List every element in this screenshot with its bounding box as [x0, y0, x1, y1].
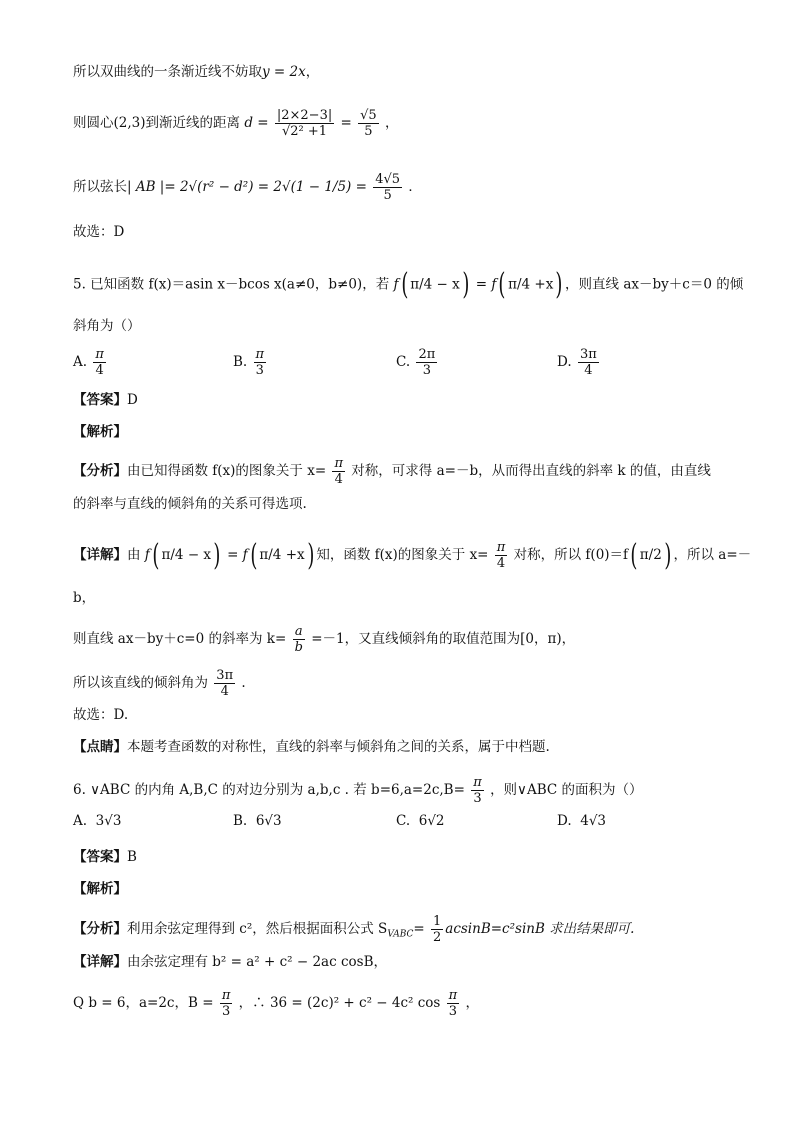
q5-fenxi-cont: 的斜率与直线的倾斜角的关系可得选项.: [73, 496, 307, 512]
q5-xiangjie: 【详解】由 f( π/4 − x) = f( π/4 +x) 知，函数 f(x)的图象关于 x= $\frac{\pi}{4}$ 对称，所以 f(0)＝f( π/2) ，所以 a=－: [73, 537, 752, 573]
q6-analysis-heading: 【解析】: [73, 881, 127, 897]
line-distance: 则圆心(2,3)到渐近线的距离 d = $\frac{|2\times 2-3|}{\text{√2² +1}}$ = $\frac{√5}{5}$ ，: [73, 108, 399, 139]
q5-option-a: A. $\frac{\pi}{4}$: [73, 347, 104, 378]
q5-stem: 5. 已知函数 f(x)＝asin x－bcos x(a≠0，b≠0)，若 f( π/4 − x) = f( π/4 +x) ，则直线 ax－by＋c＝0 的倾: [73, 267, 744, 302]
q5-fenxi: 【分析】由已知得函数 f(x)的图象关于 x= $\frac{\pi}{4}$ 对称，可求得 a=－b，从而得出直线的斜率 k 的值，由直线: [73, 456, 711, 487]
q6-option-d: D. 4√3: [557, 813, 607, 829]
q6-stem: 6. ∨ABC 的内角 A,B,C 的对边分别为 a,b,c . 若 b=6,a=2c,B= $\frac{\pi}{3}$ ，则∨ABC 的面积为（）: [73, 775, 643, 806]
q5-dianjing: 【点睛】本题考查函数的对称性，直线的斜率与倾斜角之间的关系，属于中档题.: [73, 739, 550, 755]
q5-answer: 【答案】D: [73, 392, 138, 408]
q5-option-c: C. $\frac{2\pi}{3}$: [396, 347, 436, 378]
q6-option-b: B. 6√3: [233, 813, 282, 829]
distance-result-fraction: $\frac{√5}{5}$: [360, 108, 377, 139]
chord-result-fraction: $\frac{4√5}{5}$: [375, 172, 401, 203]
q5-analysis-heading: 【解析】: [73, 424, 127, 440]
q6-xiangjie-b: Q b = 6，a=2c，B = $\frac{\pi}{3}$ ，∴ 36 = (2c)² + c² − 4c² cos $\frac{\pi}{3}$ ，: [73, 988, 480, 1019]
q5-stem-cont: 斜角为（）: [73, 318, 141, 334]
asymptote-equation: y = 2x: [262, 64, 306, 80]
line-asymptote: 所以双曲线的一条渐近线不妨取y = 2x，: [73, 64, 320, 80]
line-choose-d: 故选：D: [73, 224, 125, 240]
q5-option-b: B. $\frac{\pi}{3}$: [233, 347, 265, 378]
q5-option-d: D. $\frac{3\pi}{4}$: [557, 347, 597, 378]
q6-option-c: C. 6√2: [396, 813, 445, 829]
q5-slope-line: 则直线 ax－by＋c=0 的斜率为 k= $\frac{a}{b}$ =－1，又直线倾斜角的取值范围为[0，π)，: [73, 624, 576, 655]
q6-option-a: A. 3√3: [73, 813, 122, 829]
q5-xiangjie-b: b，: [73, 590, 96, 606]
q6-xiangjie: 【详解】由余弦定理有 b² = a² + c² − 2ac cosB，: [73, 954, 387, 970]
distance-fraction: $\frac{|2\times 2-3|}{\text{√2² +1}}$: [276, 108, 333, 139]
q6-fenxi: 【分析】利用余弦定理得到 c²，然后根据面积公式 $S_{VABC}=$ $\frac{1}{2}$ acsinB=c²sinB 求出结果即可.: [73, 914, 635, 945]
q5-choose: 故选：D.: [73, 707, 129, 723]
q5-angle-line: 所以该直线的倾斜角为 $\frac{3\pi}{4}$ .: [73, 668, 246, 699]
q6-answer: 【答案】B: [73, 849, 137, 865]
line-chord-length: 所以弦长| AB |= 2√(r² − d²) = 2√(1 − 1/5) = $\frac{4√5}{5}$ ．: [73, 172, 422, 203]
